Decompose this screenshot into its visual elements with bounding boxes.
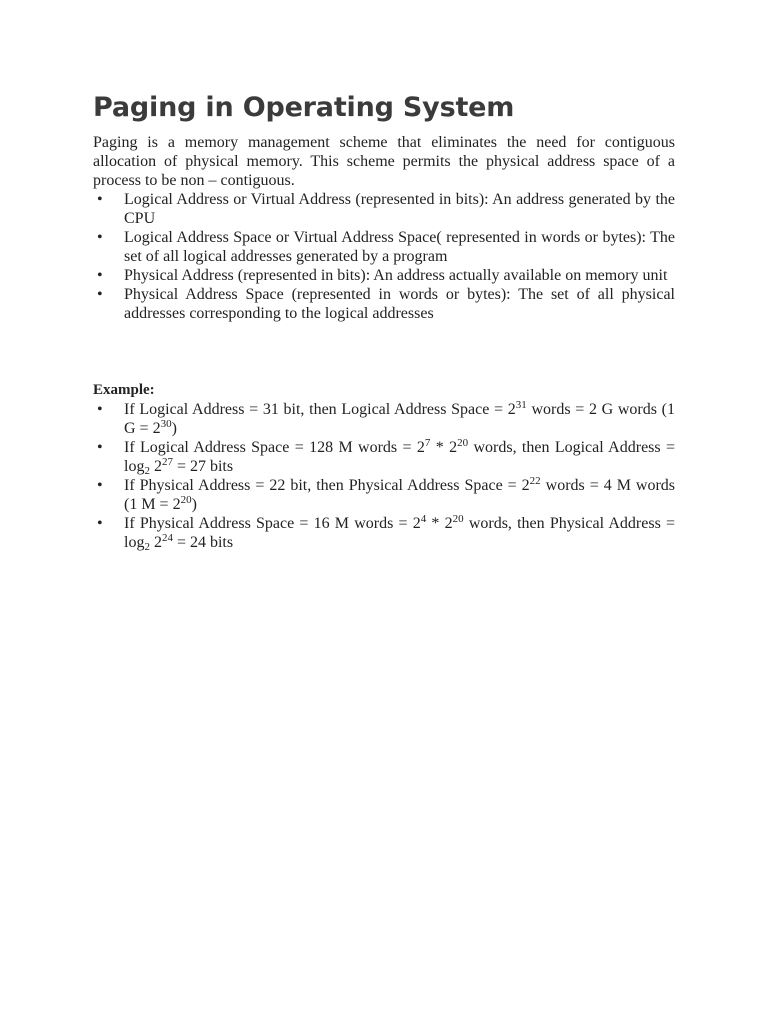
page-title: Paging in Operating System: [93, 92, 515, 123]
text-segment: ): [191, 496, 197, 513]
text-segment: = 24 bits: [172, 534, 234, 551]
text-segment: words = 4 M words (1 M = 2: [124, 477, 676, 513]
text-segment: words, then Physical Address = log: [124, 515, 676, 551]
superscript: 20: [180, 494, 192, 506]
document-page: [93, 88, 675, 552]
definitions-list: [93, 190, 675, 323]
superscript: 7: [424, 437, 431, 449]
text-segment: * 2: [430, 439, 458, 456]
definition-text: Physical Address Space (represented in words or bytes): The set of all physical addresses corresponding to the logical addresses: [124, 286, 675, 322]
superscript: 20: [452, 513, 464, 525]
text-segment: = 27 bits: [172, 458, 234, 475]
text-segment: ): [171, 420, 177, 437]
subscript: 2: [144, 541, 150, 553]
text-segment: If Logical Address = 31 bit, then Logical Address Space = 2: [124, 401, 516, 418]
superscript: 4: [420, 513, 427, 525]
example-text: [124, 477, 675, 513]
example-item: [93, 438, 675, 476]
superscript: 31: [515, 399, 527, 411]
example-text: [124, 439, 675, 475]
definition-item: [93, 285, 675, 323]
superscript: 27: [161, 456, 173, 468]
example-item: [93, 514, 675, 552]
bullet-icon: •: [97, 477, 103, 494]
definition-text: Logical Address or Virtual Address (represented in bits): An address generated by the CPU: [124, 191, 675, 227]
examples-list: [93, 400, 675, 552]
definition-text: Logical Address Space or Virtual Address Space( represented in words or bytes): The set of all logical addresses generated by a program: [124, 229, 675, 265]
superscript: 22: [529, 475, 541, 487]
definition-item: [93, 228, 675, 266]
bullet-icon: •: [97, 439, 103, 456]
example-text: [124, 401, 675, 437]
text-segment: If Physical Address = 22 bit, then Physical Address Space = 2: [124, 477, 530, 494]
example-text: [124, 515, 675, 551]
bullet-icon: •: [97, 401, 103, 418]
subscript: 2: [144, 465, 150, 477]
text-segment: words = 2 G words (1 G = 2: [124, 401, 675, 437]
text-segment: words, then Logical Address = log: [124, 439, 675, 475]
definition-item: [93, 266, 675, 285]
text-segment: 2: [149, 458, 162, 475]
superscript: 20: [457, 437, 469, 449]
text-segment: 2: [149, 534, 162, 551]
example-item: [93, 400, 675, 438]
bullet-icon: •: [97, 229, 103, 246]
bullet-icon: •: [97, 286, 103, 303]
superscript: 30: [160, 418, 172, 430]
text-segment: If Physical Address Space = 16 M words = 2: [124, 515, 421, 532]
bullet-icon: •: [97, 267, 103, 284]
bullet-icon: •: [97, 191, 103, 208]
intro-paragraph: Paging is a memory management scheme that eliminates the need for contiguous allocation of physical memory. This scheme permits the physical address space of a process to be non – contiguous.: [93, 134, 675, 189]
text-segment: * 2: [426, 515, 453, 532]
bullet-icon: •: [97, 515, 103, 532]
superscript: 24: [161, 532, 173, 544]
text-segment: If Logical Address Space = 128 M words = 2: [124, 439, 425, 456]
example-item: [93, 476, 675, 514]
definition-item: [93, 190, 675, 228]
definition-text: Physical Address (represented in bits): An address actually available on memory unit: [124, 267, 668, 284]
example-heading: Example:: [93, 382, 155, 398]
